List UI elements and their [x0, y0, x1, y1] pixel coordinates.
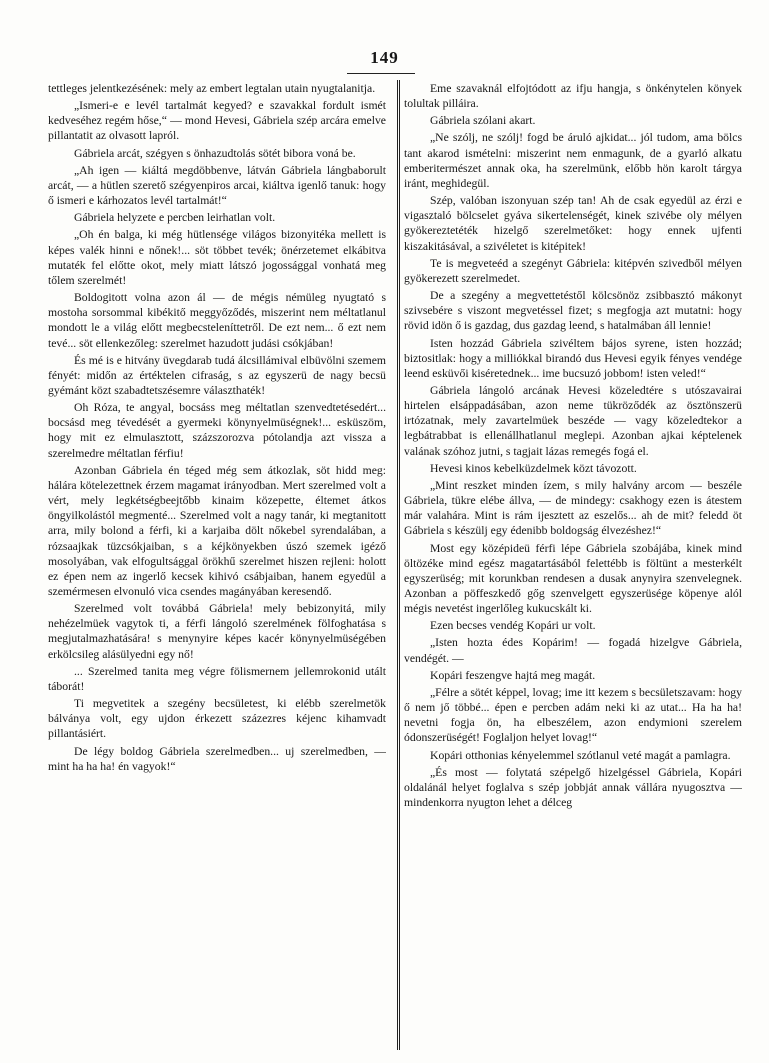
paragraph: Ti megvetitek a szegény becsületest, ki elébb szerelmetök bálványa volt, egy ujdon érkezett százezres kéjenc kihamvadt pillantásiért. — [48, 697, 386, 741]
paragraph: Azonban Gábriela én téged még sem átkozlak, söt hidd meg: hálára kötelezettnek érzem magamat irányodban. Mert szerelmed volt a vért, mely legkétségbeejtőbb kinaim közepette, éltemet átkos öngyilkolástól megmenté... Szerelmed volt a nagy tanár, ki megtanitott arra, mily bolond a férfi, ki a karjaiba dölt nőkebel syrendalában, a rózsaajkak tüzcsókjaiban, s a kéjkönyekben úszó szemek igéző mosolyában, vak elfogultsággal örökhű szerelmet hiszen rejleni: holott ez épen nem az ingerlő kecsek kihivó csábjaiban, hanem egyedül a szemérmesen elvonuló vica csendes magányában keresendő. — [48, 463, 386, 598]
paragraph: Szép, valóban iszonyuan szép tan! Ah de csak egyedül az érzi e vigasztaló bölcselet gyáva sikertelenségét, kinek szivébe oly mélyen gyökereztetéték hizelgő szerelmetőket: hogy ennek ujfenti kiszakitásával, a szivéletet is kitépitek! — [404, 194, 742, 253]
right-column — [404, 81, 742, 1056]
paragraph: Isten hozzád Gábriela szivéltem bájos syrene, isten hozzád; biztositlak: hogy a milliókkal birandó dus Hevesi egyik fényes vendége leend esküvői kiséretednek... ime bucsuzó jobbom! isten veled!“ — [404, 336, 742, 380]
paragraph: Gábriela arcát, szégyen s önhazudtolás sötét bibora voná be. — [74, 146, 356, 160]
paragraph: „Mint reszket minden ízem, s mily halvány arcom — beszéle Gábriela, tükre elébe állva, — de mindegy: csakhogy ezen is átestem már valahára. Mint is rám ijesztett az eszelős... ah de mit? feledd öt Gábriela s készülj egy édenibb boldogság élvezéshez!“ — [404, 478, 742, 538]
paragraph: De légy boldog Gábriela szerelmedben... uj szerelmedben, — mint ha ha ha! én vagyok!“ — [48, 744, 386, 773]
paragraph: ... Szerelmed tanita meg végre fölismernem jellemrokonid utált táborát! — [48, 664, 386, 693]
paragraph: Hevesi kinos kebelküzdelmek közt távozott. — [430, 461, 637, 475]
paragraph: Szerelmed volt továbbá Gábriela! mely bebizonyitá, mily nehézelmüek vagytok ti, a férfi lángoló szerelmének fölfoghatása s megjutalmazhatására! s menynyire képes kacér könynyelmüségében erkölcsileg alásülyedni egy nő! — [48, 602, 386, 661]
paragraph: Gábriela szólani akart. — [430, 114, 536, 128]
column-divider — [397, 80, 400, 1050]
paragraph: Ezen becses vendég Kopári ur volt. — [430, 619, 596, 633]
paragraph: „Ah igen — kiáltá megdöbbenve, látván Gábriela lángbaborult arcát, — a hütlen szerető szégyenpiros arcai, kiáltva igenlő tanuk: hogy ő ismeri e kárhozatos levél tartalmát!“ — [48, 163, 386, 208]
left-column — [48, 81, 386, 1056]
paragraph: Gábriela helyzete e percben leirhatlan volt. — [74, 211, 276, 225]
paragraph: „Isten hozta édes Kopárim! — fogadá hizelgve Gábriela, vendégét. — — [404, 636, 742, 665]
paragraph: De a szegény a megvettetéstől kölcsönöz zsibbasztó mákonyt szivsebére s viszont megvetéssel fizet; s megfogja azt mutatni: hogy rövid idön ő is gazdag, dus gazdag leend, s hatalmában áll lennie! — [404, 289, 742, 333]
paragraph: Gábriela lángoló arcának Hevesi közeledtére s utószavairai hirtelen elsáppadásában, azon neme tükröződék az ösztönszerü irtózatnak, mely zavartelmüek beszéde — vagy közeledtekor a legbátrabbat is ellenállhatlanul meglepi. Azonban ajkai képtelenek valának szóhoz jutni, s tagjait lázas remegés fogá el. — [404, 383, 742, 458]
paragraph: Kopári feszengve hajtá meg magát. — [430, 668, 596, 682]
paragraph: „Ne szólj, ne szólj! fogd be áruló ajkidat... jól tudom, ama bölcs tant akarod ismételni: miszerint nem enmagunk, de a gyarló alkatu emberitermészet annak oka, ha szerelmünk, előbb hön karolt tárgya iránt, meghidegül. — [404, 131, 742, 190]
paragraph: És mé is e hitvány üvegdarab tudá álcsillámival elbüvölni szemem fényét: midőn az értéktelen cifraság, s az egyszerü de nagy becsü gyémánt közt szabadtetszésemre választhaték! — [48, 353, 386, 397]
paragraph: Most egy középideü férfi lépe Gábriela szobájába, kinek mind öltözéke mind egész magatartásából felettébb is föltünt a mesterkélt egyszerüség; mit korunkban rendesen a dusak anynyira szenvelegnek. Azonban a pöffeszkedő gőg szenvelgett egyszerüsége köpenye alól mégis nevetést ingerlőleg kukucskált ki. — [404, 541, 742, 616]
paragraph: Kopári otthonias kényelemmel szótlanul veté magát a pamlagra. — [430, 748, 731, 762]
page-number: 149 — [370, 48, 399, 67]
paragraph: tettleges jelentkezésének: mely az embert legtalan utain nyugtalanitja. — [48, 82, 376, 95]
paragraph: „Ismeri-e e levél tartalmát kegyed? e szavakkal fordult ismét kedveséhez regém hőse,“ — mond Hevesi, Gábriela szép arcára emelve pillantatit az olvasott lapról. — [48, 99, 386, 143]
paragraph: Oh Róza, te angyal, bocsáss meg méltatlan szenvedtetésedért... bocsásd meg tévedését a gyermeki könynyelmüségnek!... esküszöm, hogy mit ez elmulasztott, százszorozva pótolandja azt vissza a szerelmedre méltatlan férfiu! — [48, 401, 386, 460]
header-rule — [347, 73, 415, 74]
paragraph: „És most — folytatá szépelgő hizelgéssel Gábriela, Kopári oldalánál helyet foglalva s szép jobbját annak vállára nyugosztva — mindenkorra nyugton lehet a délceg — [404, 765, 742, 810]
paragraph: Te is megveteéd a szegényt Gábriela: kitépvén szivedből mélyen gyökerezett szerelmedet. — [404, 256, 742, 285]
paragraph: „Félre a sötét képpel, lovag; ime itt kezem s becsületszavam: hogy ő nem jő többé... épen e percben adám neki ki az utat... Ha ha ha! nevetni fogja ön, ha elbeszélem, azon endymioni szerelem ódonszerüségét! Foglaljon helyet lovag!“ — [404, 685, 742, 745]
paragraph: Eme szavaknál elfojtódott az ifju hangja, s önkénytelen könyek tolultak pilláira. — [404, 82, 742, 111]
paragraph: „Oh én balga, ki még hütlensége világos bizonyitéka mellett is képes valék hinni e nőnek!... söt többet tevék; önérzetemet elkábitva mutaték fel előtte okot, mely miatt látszó jogossággal vonhatá meg tőlem szerelmét! — [48, 228, 386, 287]
paragraph: Boldogitott volna azon ál — de mégis némüleg nyugtató s mostoha sorsommal kibékitő meggyőződés, miszerint nem méltatlanul mondott le a világ előtt megbecsteleníttetről. De ezt nem... ő ezt nem tevé... söt ellenkezőleg: szerelmet hazudott judási csókjában! — [48, 291, 386, 350]
